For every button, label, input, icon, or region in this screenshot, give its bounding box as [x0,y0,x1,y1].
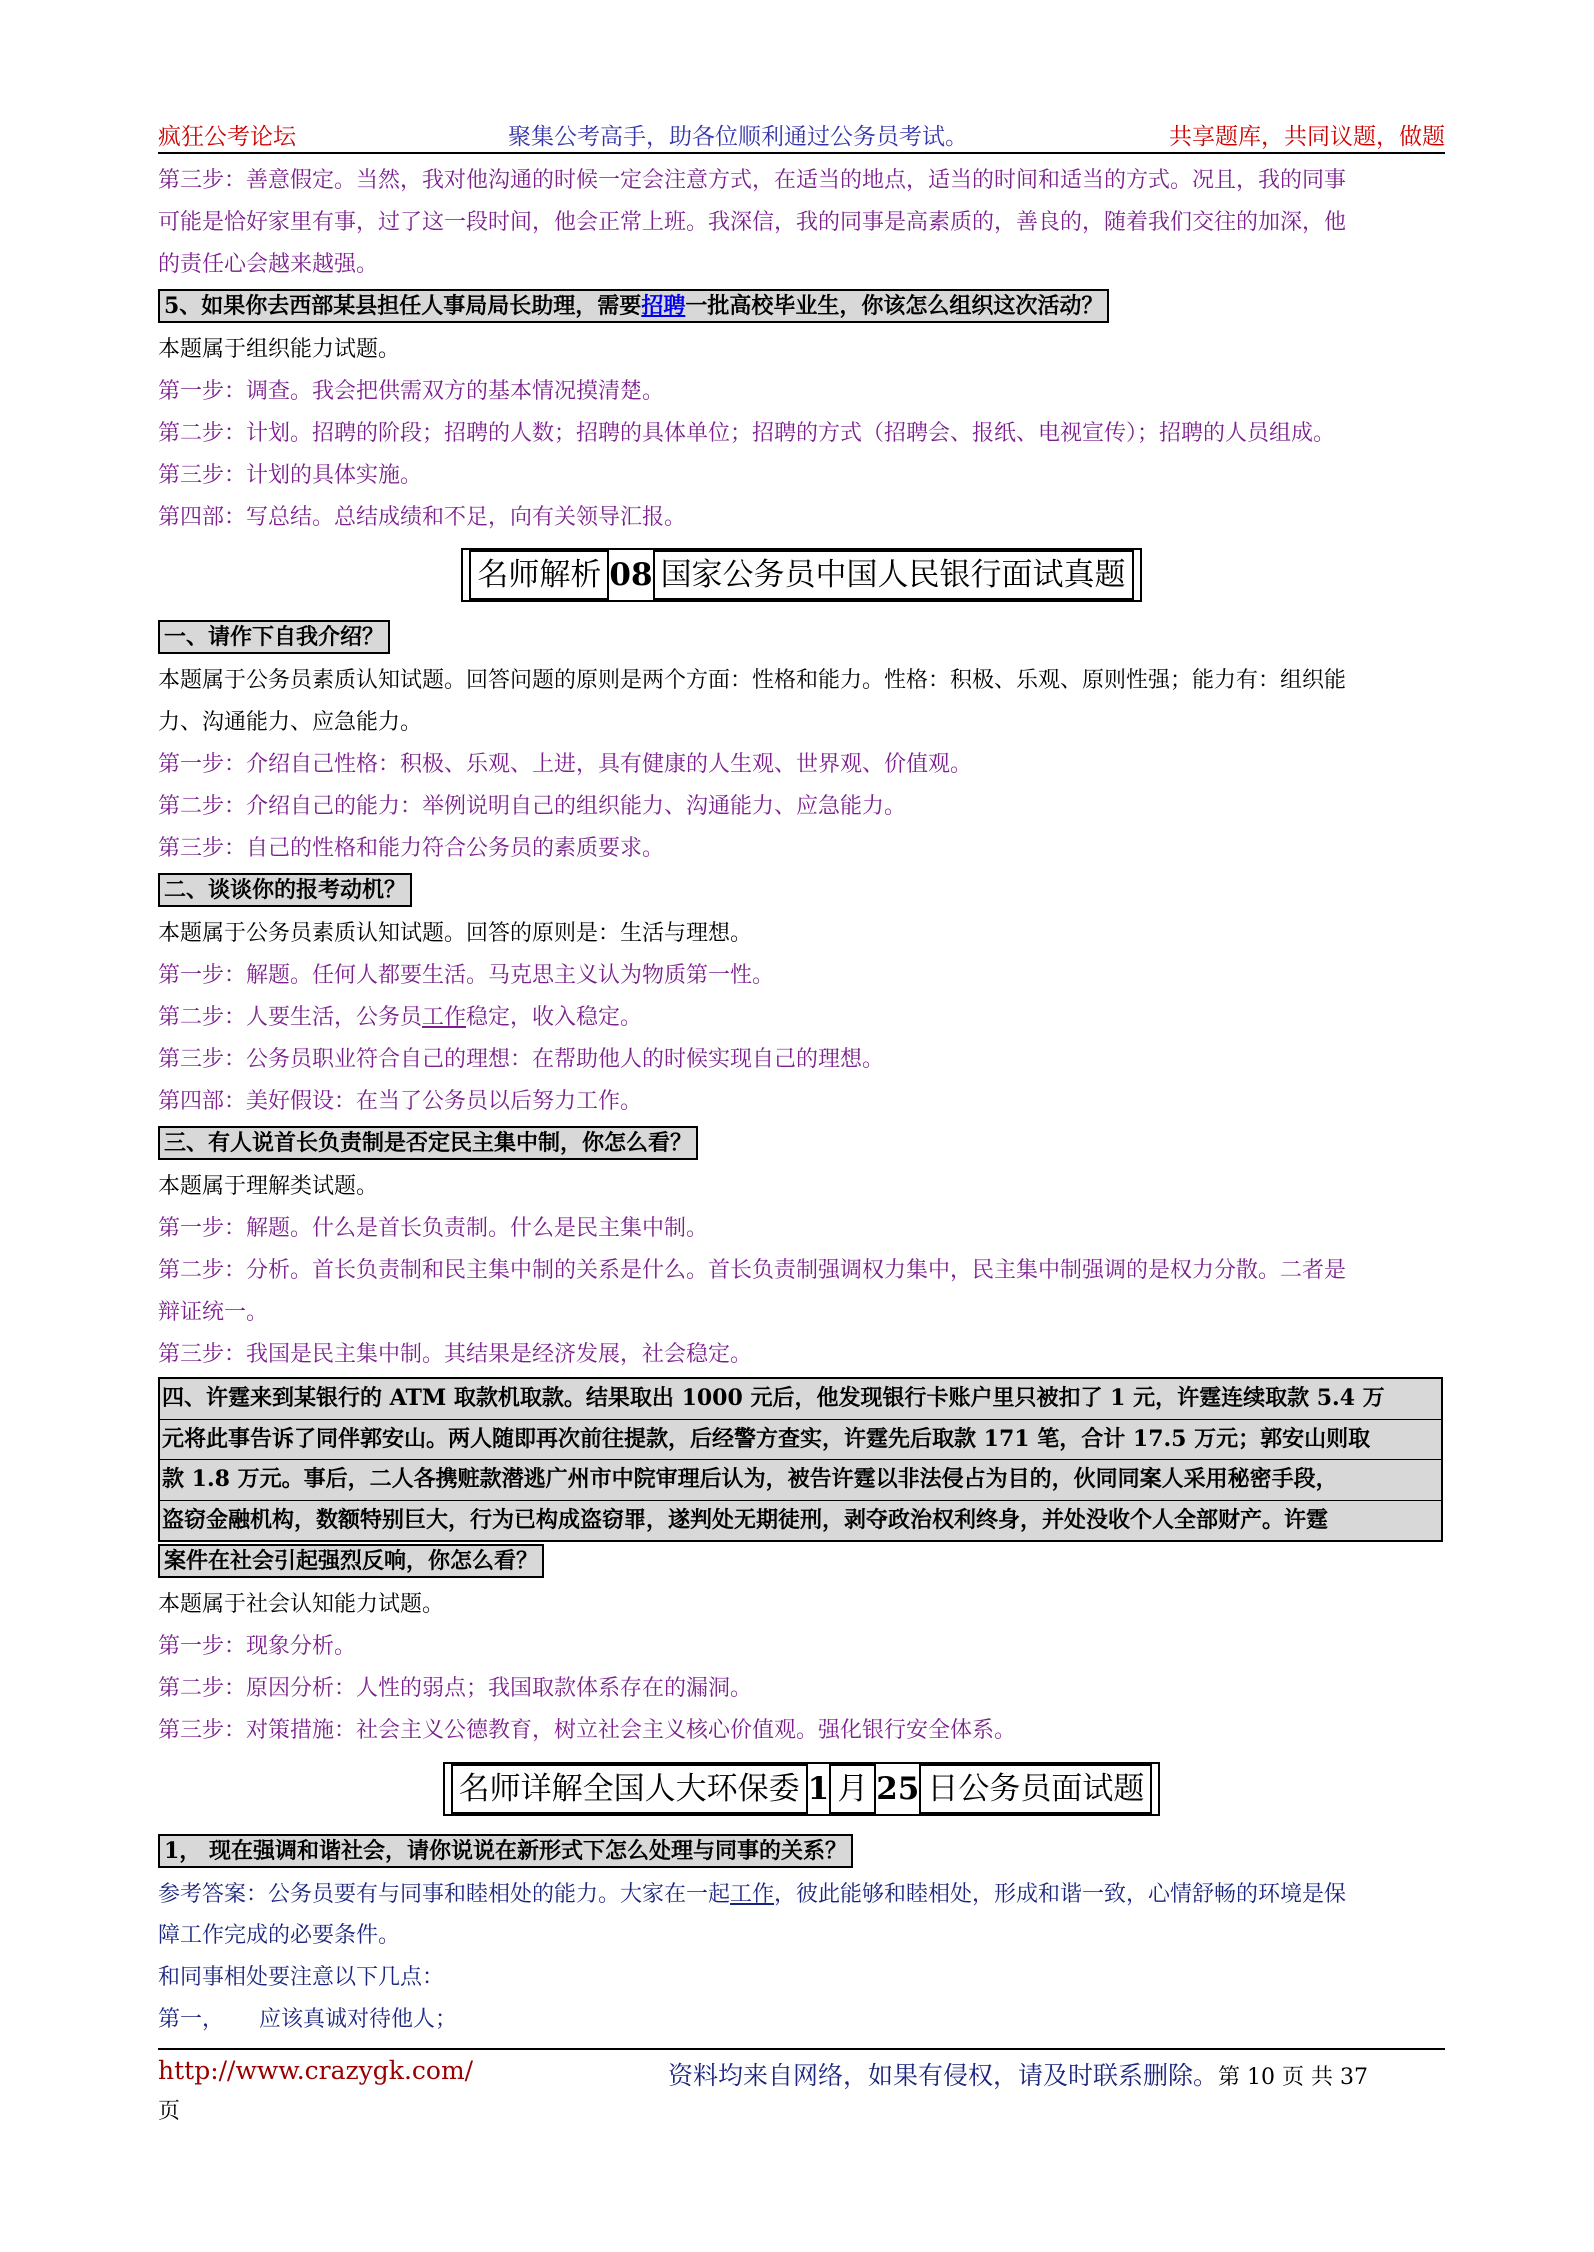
step-line: 第二步：人要生活，公务员工作稳定，收入稳定。 [158,1004,643,1030]
question-type: 力、沟通能力、应急能力。 [158,710,423,736]
section-title: 名师详解全国人大环保委1月25日公务员面试题 [158,1762,1445,1816]
step-line: 第二步：计划。招聘的阶段；招聘的人数；招聘的具体单位；招聘的方式（招聘会、报纸、电视宣传）；招聘的人员组成。 [158,420,1336,446]
question-title: 1， 现在强调和谐社会，请你说说在新形式下怎么处理与同事的关系？ [158,1834,853,1868]
answer-line: 参考答案：公务员要有与同事和睦相处的能力。大家在一起工作，彼此能够和睦相处，形成和谐一致，心情舒畅的环境是保 [158,1881,1347,1907]
step-line: 第三步：计划的具体实施。 [158,462,423,488]
step-line: 第一步：解题。任何人都要生活。马克思主义认为物质第一性。 [158,963,775,989]
question-title: 案件在社会引起强烈反响，你怎么看？ [158,1544,544,1578]
header-right: 共享题库，共同议题，做题 [1169,124,1445,150]
section-title: 名师解析08国家公务员中国人民银行面试真题 [158,548,1445,602]
question-line: 元将此事告诉了同伴郭安山。两人随即再次前往提款，后经警方查实，许霆先后取款 171 笔，合计 17.5 万元；郭安山则取 [160,1420,1441,1461]
question-title: 一、请作下自我介绍？ [158,620,390,654]
step-line: 第二步：原因分析：人性的弱点；我国取款体系存在的漏洞。 [158,1675,753,1701]
recruit-link[interactable]: 招聘 [641,293,686,320]
step-line: 第一步：介绍自己性格：积极、乐观、上进，具有健康的人生观、世界观、价值观。 [158,751,973,777]
header-rule [158,152,1445,154]
question-type: 本题属于公务员素质认知试题。回答问题的原则是两个方面：性格和能力。性格：积极、乐观、原则性强；能力有：组织能 [158,668,1347,694]
question-type: 本题属于组织能力试题。 [158,337,401,363]
work-link[interactable]: 工作 [422,1004,467,1030]
text-line: 的责任心会越来越强。 [158,251,379,277]
question-type: 本题属于公务员素质认知试题。回答的原则是：生活与理想。 [158,921,753,947]
text-line: 可能是恰好家里有事，过了这一段时间，他会正常上班。我深信，我的同事是高素质的，善良的，随着我们交往的加深，他 [158,209,1347,235]
step-line: 第一步：解题。什么是首长负责制。什么是民主集中制。 [158,1216,709,1242]
footer-rule [158,2048,1445,2050]
step-line: 辩证统一。 [158,1299,269,1325]
page-number-end: 页 [158,2099,181,2124]
work-link[interactable]: 工作 [730,1881,775,1907]
question-block [158,1377,1443,1542]
question-line: 款 1.8 万元。事后，二人各携赃款潜逃广州市中院审理后认为，被告许霆以非法侵占为目的，伙同同案人采用秘密手段， [160,1460,1441,1501]
question-title: 5、如果你去西部某县担任人事局局长助理，需要招聘一批高校毕业生，你该怎么组织这次活动？ [158,289,1109,323]
question-title: 三、有人说首长负责制是否定民主集中制，你怎么看？ [158,1126,698,1160]
page-number: 第 10 页 共 37 [1218,2065,1368,2090]
step-line: 第三步：公务员职业符合自己的理想：在帮助他人的时候实现自己的理想。 [158,1046,885,1072]
answer-line: 第一， 应该真诚对待他人； [158,2006,457,2032]
step-line: 第四部：美好假设：在当了公务员以后努力工作。 [158,1088,643,1114]
step-line: 第一步：调查。我会把供需双方的基本情况摸清楚。 [158,379,665,405]
text-line: 第三步：善意假定。当然，我对他沟通的时候一定会注意方式，在适当的地点，适当的时间和适当的方式。况且，我的同事 [158,168,1347,193]
page-content [158,160,1445,2041]
answer-line: 和同事相处要注意以下几点： [158,1965,445,1991]
question-title: 二、谈谈你的报考动机？ [158,873,412,907]
step-line: 第二步：介绍自己的能力：举例说明自己的组织能力、沟通能力、应急能力。 [158,793,907,819]
step-line: 第三步：对策措施：社会主义公德教育，树立社会主义核心价值观。强化银行安全体系。 [158,1717,1017,1743]
question-type: 本题属于理解类试题。 [158,1174,379,1200]
question-line: 盗窃金融机构，数额特别巨大，行为已构成盗窃罪，遂判处无期徒刑，剥夺政治权利终身，并处没收个人全部财产。许霆 [162,1506,1329,1533]
footer-note: 资料均来自网络，如果有侵权，请及时联系删除。第 10 页 共 37 [668,2061,1368,2090]
step-line: 第三步：自己的性格和能力符合公务员的素质要求。 [158,835,665,861]
step-line: 第三步：我国是民主集中制。其结果是经济发展，社会稳定。 [158,1341,753,1367]
question-type: 本题属于社会认知能力试题。 [158,1592,445,1618]
step-line: 第二步：分析。首长负责制和民主集中制的关系是什么。首长负责制强调权力集中，民主集中制强调的是权力分散。二者是 [158,1257,1347,1283]
step-line: 第四部：写总结。总结成绩和不足，向有关领导汇报。 [158,504,687,530]
page-header [158,118,1445,154]
answer-line: 障工作完成的必要条件。 [158,1923,401,1949]
header-center: 聚集公考高手，助各位顺利通过公务员考试。 [508,124,968,150]
footer-url-link[interactable]: http://www.crazygk.com/ [158,2056,474,2085]
step-line: 第一步：现象分析。 [158,1634,357,1660]
question-line: 四、许霆来到某银行的 ATM 取款机取款。结果取出 1000 元后，他发现银行卡账户里只被扣了 1 元，许霆连续取款 5.4 万 [160,1379,1441,1420]
header-left: 疯狂公考论坛 [158,124,296,150]
